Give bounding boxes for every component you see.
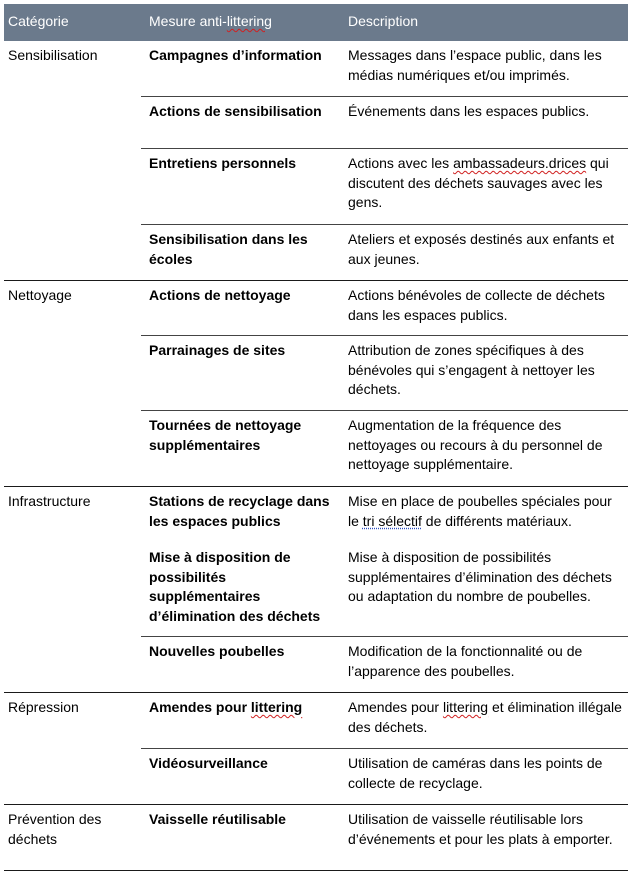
description-cell: Augmentation de la fréquence des nettoyages ou recours à du personnel de nettoyage supplémentaire. [348, 417, 603, 472]
table-row [141, 805, 628, 870]
measure-cell: Mise à disposition de possibilités supplémentaires d’élimination des déchets [149, 549, 321, 624]
measure-cell: Tournées de nettoyage supplémentaires [149, 417, 302, 453]
description-cell [340, 492, 628, 543]
table-row [141, 97, 628, 149]
category-cell: Infrastructure [8, 493, 91, 509]
group-rows [141, 281, 628, 486]
header-description: Description [348, 13, 419, 29]
measure-cell: Actions de nettoyage [149, 287, 291, 303]
measure-cell: Campagnes d’information [149, 47, 322, 63]
category-cell: Prévention des déchets [8, 811, 102, 847]
group-rows [141, 41, 628, 280]
group-rows [141, 805, 628, 870]
spellcheck-marked-word: ambassadeurs.drices [453, 155, 587, 171]
group-infrastructure [4, 487, 628, 693]
measure-cell: Vaisselle réutilisable [149, 811, 286, 827]
description-text: de différents matériaux. [421, 512, 572, 529]
description-text: Mise en place de poubelles spéciales pour le [348, 493, 612, 529]
description-text: et élimination illégale des déchets. [348, 699, 622, 735]
measure-text: Amendes pour [149, 699, 251, 715]
description-cell: Attribution de zones spécifiques à des bénévoles qui s’engagent à nettoyer les déchets. [348, 342, 595, 397]
description-text: Actions avec les [348, 155, 454, 171]
spellcheck-marked-word: littering [442, 699, 489, 715]
measure-cell: Sensibilisation dans les écoles [149, 231, 308, 267]
measure-cell: Parrainages de sites [149, 342, 286, 358]
header-measure-word: littering [226, 13, 272, 29]
header-measure [141, 4, 340, 31]
description-text: Amendes pour [348, 699, 443, 715]
measure-cell [141, 698, 340, 748]
measure-cell: Nouvelles poubelles [149, 643, 285, 659]
table-row [141, 149, 628, 225]
measure-cell: Actions de sensibilisation [149, 103, 322, 119]
table-row [141, 749, 628, 804]
description-cell: Actions bénévoles de collecte de déchets dans les espaces publics. [348, 287, 605, 323]
group-nettoyage [4, 281, 628, 487]
description-cell: Ateliers et exposés destinés aux enfants et aux jeunes. [348, 231, 615, 267]
category-cell: Nettoyage [8, 287, 72, 303]
description-cell: Utilisation de vaisselle réutilisable lors d’événements et pour les plats à emporter. [348, 811, 613, 847]
table-header [4, 4, 628, 41]
table-row [141, 487, 628, 543]
measures-table [4, 4, 628, 871]
category-cell: Sensibilisation [8, 47, 98, 63]
table-row [141, 225, 628, 280]
group-rows [141, 487, 628, 692]
header-category: Catégorie [8, 13, 69, 29]
group-prevention [4, 805, 628, 871]
group-rows [141, 693, 628, 804]
group-repression [4, 693, 628, 805]
description-cell: Messages dans l’espace public, dans les médias numériques et/ou imprimés. [348, 47, 602, 83]
measure-cell: Stations de recyclage dans les espaces publics [149, 493, 330, 529]
table-row [141, 281, 628, 336]
header-measure-prefix: Mesure anti- [149, 13, 227, 29]
table-row [141, 411, 628, 486]
description-cell [340, 698, 628, 748]
measure-cell: Vidéosurveillance [149, 755, 268, 771]
description-text: qui discutent des déchets sauvages avec les gens. [348, 155, 609, 210]
table-row [141, 336, 628, 411]
description-cell: Modification de la fonctionnalité ou de l’apparence des poubelles. [348, 643, 583, 679]
description-cell [340, 154, 628, 224]
description-cell: Utilisation de caméras dans les points de collecte de recyclage. [348, 755, 603, 791]
group-sensibilisation [4, 41, 628, 281]
description-cell: Événements dans les espaces publics. [348, 103, 590, 119]
category-cell: Répression [8, 699, 79, 715]
description-cell: Mise à disposition de possibilités supplémentaires d’élimination des déchets ou adaptation du nombre de poubelles. [348, 549, 612, 604]
grammar-marked-phrase: tri sélectif [362, 512, 422, 529]
spellcheck-marked-word: littering [250, 699, 303, 715]
measure-cell: Entretiens personnels [149, 155, 297, 171]
table-row [141, 637, 628, 692]
table-row [141, 543, 628, 637]
table-row [141, 693, 628, 749]
table-row [141, 41, 628, 97]
